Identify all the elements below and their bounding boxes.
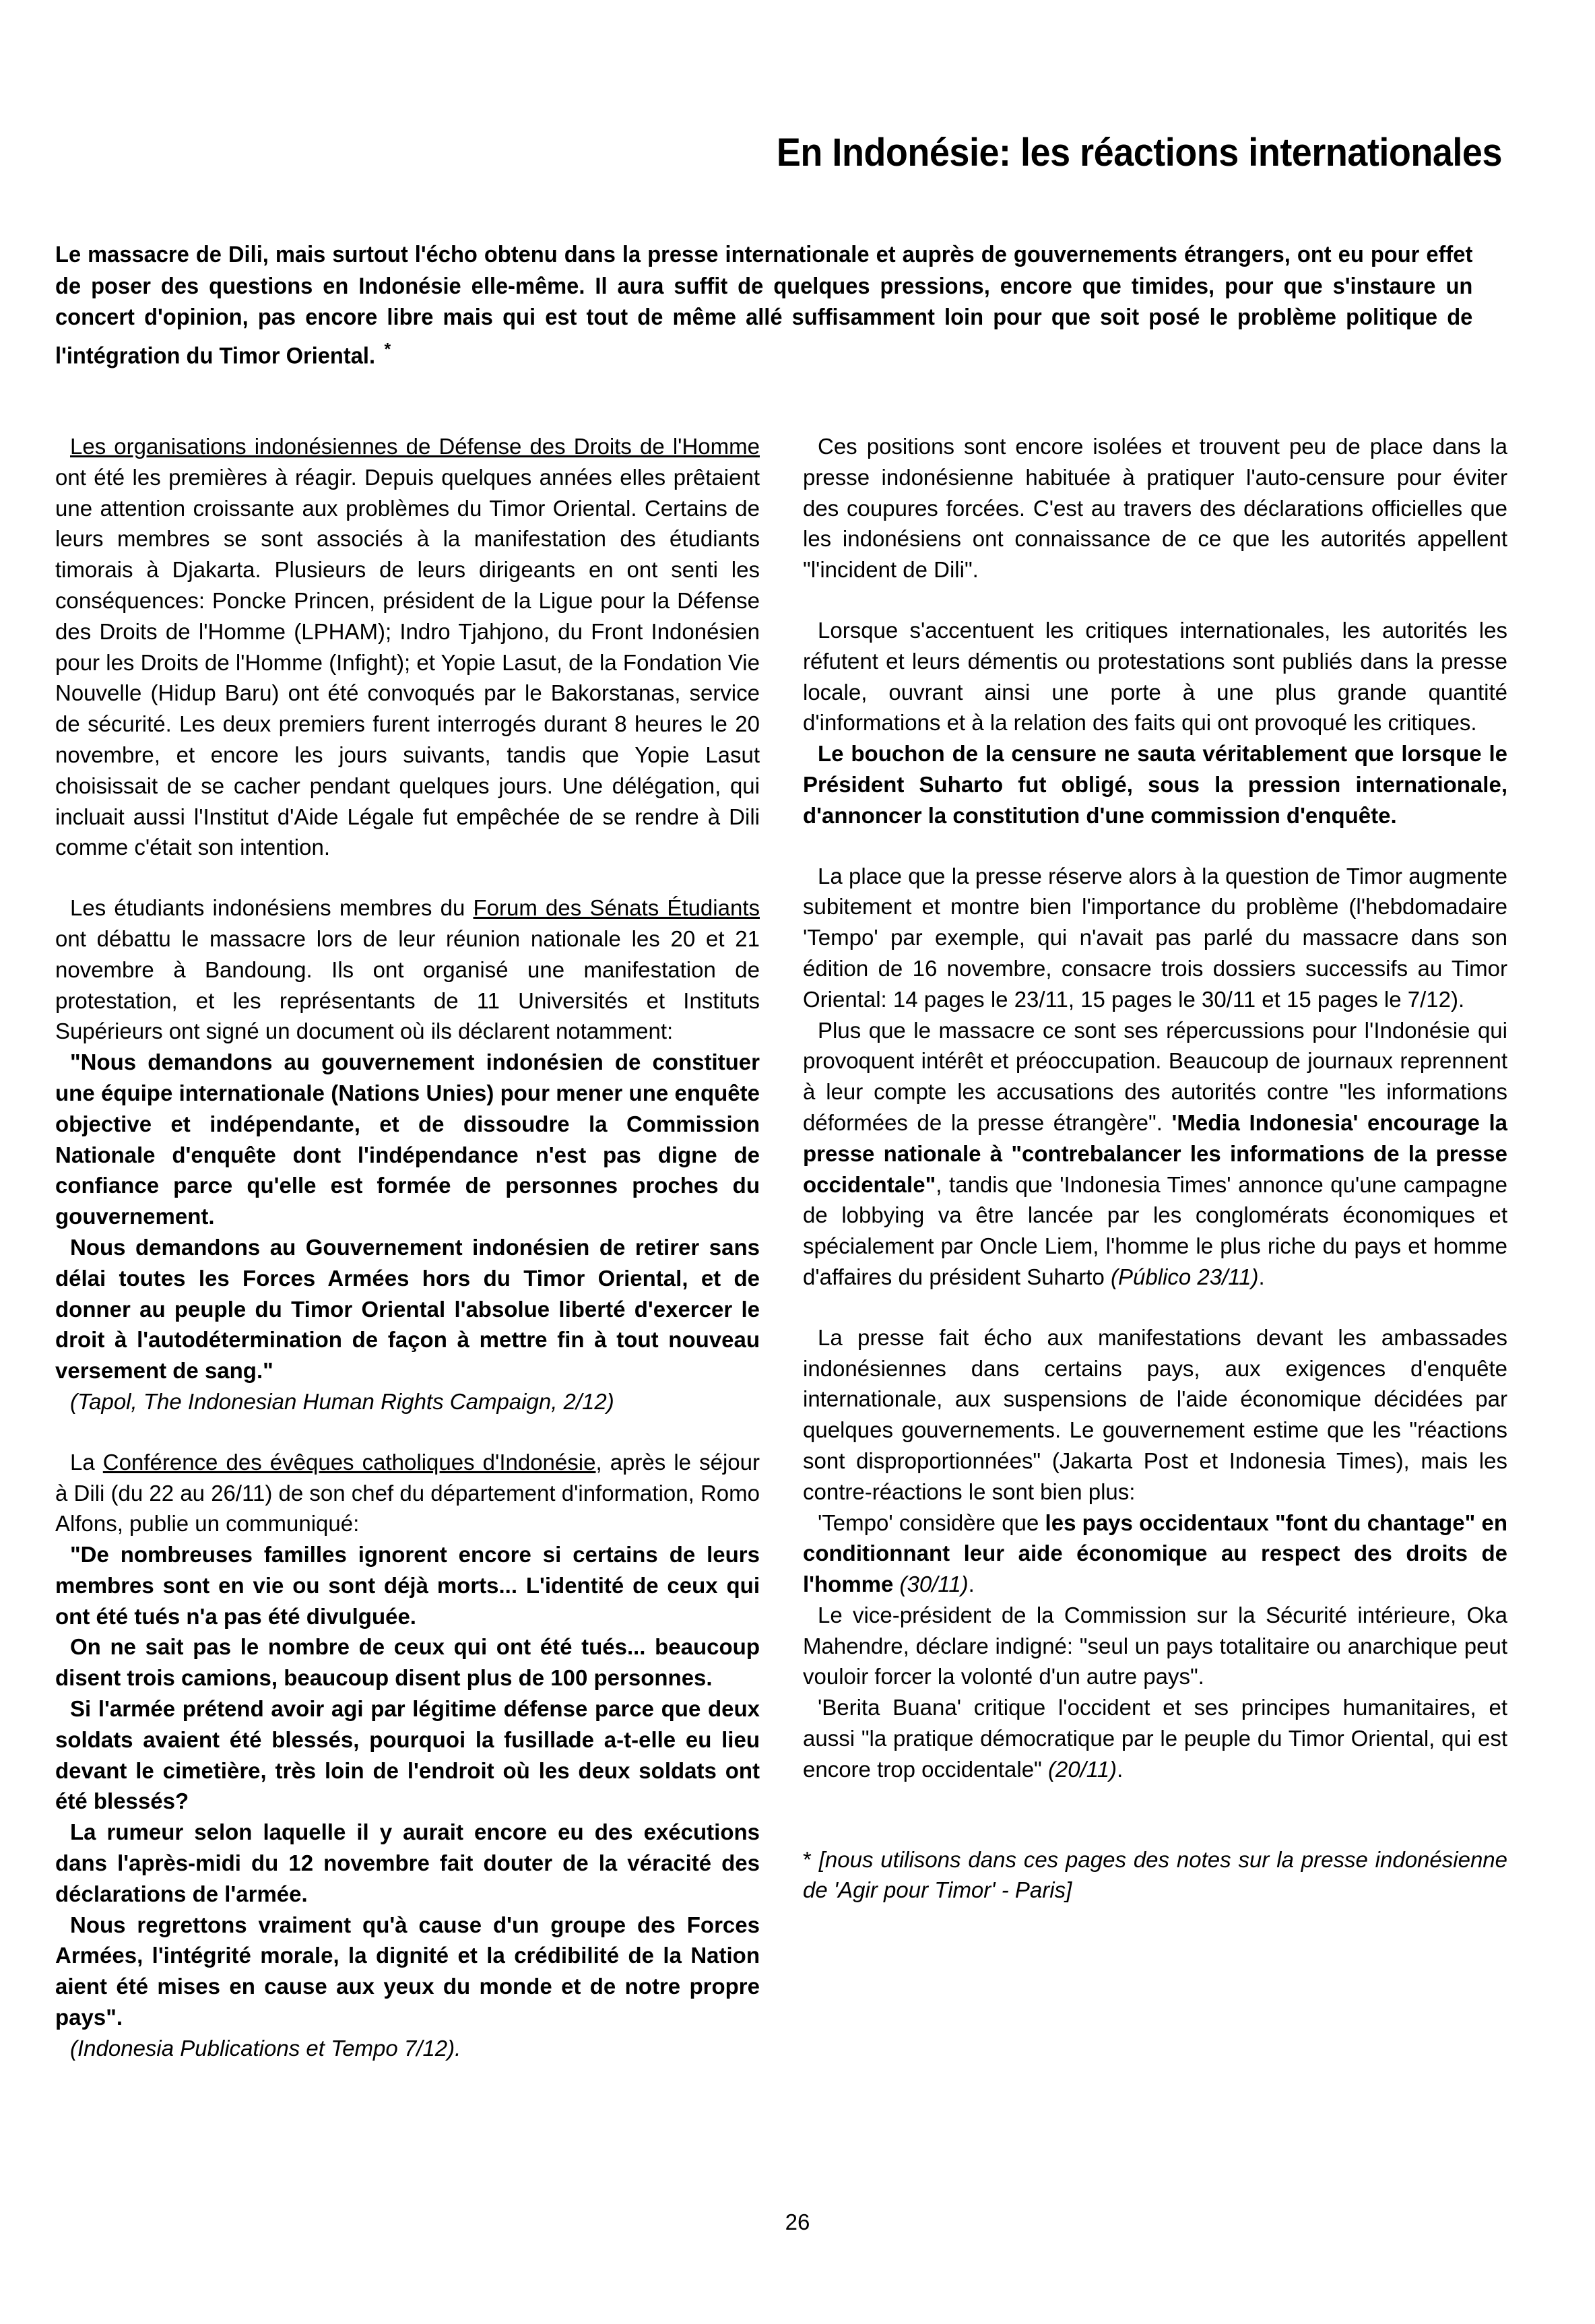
right-p6-source-date: (30/11) <box>899 1572 969 1597</box>
right-paragraph-8 <box>803 1692 1507 1784</box>
left-p1-underlined-lead: Les organisations indonésiennes de Défense des Droits de l'Homme <box>70 434 760 459</box>
right-paragraph-5: La presse fait écho aux manifestations devant les ambassades indonésiennes dans certains pays, aux exigences d'enquête internationale, aux suspensions de l'aide économique décidées par quelques gouvernements. Le gouvernement estime que les "réactions sont disproportionnées" (Jakarta Post et Indonesia Times), mais les contre-réactions le sont bien plus: <box>803 1324 1507 1504</box>
left-quote-2c: Si l'armée prétend avoir agi par légitime défense parce que deux soldats avaient été blessés, pourquoi la fusillade a-t-elle eu lieu devant le cimetière, très loin de l'endroit où les deux soldats ont été blessés? <box>55 1696 760 1814</box>
left-p3-lead: La <box>70 1449 103 1475</box>
left-source-2: (Indonesia Publications et Tempo 7/12). <box>70 2035 461 2061</box>
right-p6-tempo-bold: les pays occidentaux "font du chantage" en conditionnant leur aide économique au respect des droits de l'homme <box>803 1510 1507 1597</box>
right-paragraph-2: Lorsque s'accentuent les critiques internationales, les autorités les réfutent et leurs démentis ou protestations sont publiés dans la presse locale, ouvrant ainsi une porte à une plus grande quantité d'informations et à la relation des faits qui ont provoqué les critiques. <box>803 617 1507 736</box>
left-quote-1a: "Nous demandons au gouvernement indonésien de constituer une équipe internationale (Nations Unies) pour mener une enquête objective et indépendante, et de dissoudre la Commission Nationale d'enquête dont l'indépendance n'est pas digne de confiance parce qu'elle est formée de personnes proches du gouvernement. <box>55 1050 760 1229</box>
left-quote-2b: On ne sait pas le nombre de ceux qui ont été tués... beaucoup disent trois camions, beaucoup disent plus de 100 personnes. <box>55 1634 760 1691</box>
intro-text: Le massacre de Dili, mais surtout l'écho obtenu dans la presse internationale et auprès de gouvernements étrangers, ont eu pour effet de poser des questions en Indonésie elle-même. Il aura suffit de quelques pressions, encore que timides, pour que s'instaure un concert d'opinion, pas encore libre mais qui est tout de même allé suffisamment loin pour que soit posé le problème politique de l'intégration du Timor Oriental. <box>55 242 1473 368</box>
left-source-1: (Tapol, The Indonesian Human Rights Campaign, 2/12) <box>70 1388 614 1414</box>
left-paragraph-3 <box>55 1447 760 1539</box>
intro-paragraph <box>55 239 1472 371</box>
page-title: En Indonésie: les réactions internationales <box>776 131 1502 174</box>
right-paragraph-1: Ces positions sont encore isolées et trouvent peu de place dans la presse indonésienne habituée à pratiquer l'auto-censure pour éviter des coupures forcées. C'est au travers des déclarations officielles que les indonésiens ont connaissance de ce que les autorités appellent "l'incident de Dili". <box>803 434 1507 583</box>
right-p4-source-publico: (Público 23/11) <box>1111 1264 1259 1289</box>
left-paragraph-2 <box>55 893 760 1047</box>
right-column <box>803 431 1507 1906</box>
left-quote-2a: "De nombreuses familles ignorent encore si certains de leurs membres sont en vie ou sont déjà morts... L'identité de ceux qui ont été tués n'a pas été divulguée. <box>55 1542 760 1629</box>
footnote-text: [nous utilisons dans ces pages des notes sur la presse indonésienne de 'Agir pour Timor' - Paris] <box>803 1846 1508 1903</box>
right-paragraph-4 <box>803 1015 1507 1293</box>
right-p8-part-c: . <box>1117 1756 1124 1782</box>
left-p2-lead: Les étudiants indonésiens membres du <box>70 895 474 921</box>
right-p4-part-c: , tandis que 'Indonesia Times' annonce qu'une campagne de lobbying va être lancée par les conglomérats économiques et spécialement par Oncle Liem, l'homme le plus riche du pays et homme d'affaires du président Suharto <box>803 1171 1507 1289</box>
right-p4-part-a: Plus que le massacre ce sont ses répercussions pour l'Indonésie qui provoquent intérêt et préoccupation. Beaucoup de journaux reprennent à leur compte les accusations des autorités contre "les informations déformées de la presse étrangère". <box>803 1017 1507 1135</box>
right-p6-part-d: . <box>968 1572 975 1597</box>
left-p2-body: ont débattu le massacre lors de leur réunion nationale les 20 et 21 novembre à Bandoung. Ils ont organisé une manifestation de protestation, et les représentants de 11 Universités et Instituts Supérieurs ont signé un document où ils déclarent notamment: <box>55 926 760 1044</box>
right-paragraph-7: Le vice-président de la Commission sur la Sécurité intérieure, Oka Mahendre, déclare indigné: "seul un pays totalitaire ou anarchique peut vouloir forcer la volonté d'un autre pays". <box>803 1602 1507 1689</box>
right-p8-part-a: 'Berita Buana' critique l'occident et ses principes humanitaires, et aussi "la pratique démocratique par le peuple du Timor Oriental, qui est encore trop occidentale" <box>803 1695 1507 1782</box>
left-p1-body: ont été les premières à réagir. Depuis quelques années elles prêtaient une attention croissante aux problèmes du Timor Oriental. Certains de leurs membres se sont associés à la manifestation des étudiants timorais à Djakarta. Plusieurs de leurs dirigeants en ont senti les conséquences: Poncke Princen, président de la Ligue pour la Défense des Droits de l'Homme (LPHAM); Indro Tjahjono, du Front Indonésien pour les Droits de l'Homme (Infight); et Yopie Lasut, de la Fondation Vie Nouvelle (Hidup Baru) ont été convoqués par le Bakorstanas, service de sécurité. Les deux premiers furent interrogés durant 8 heures le 20 novembre, et encore les jours suivants, tandis que Yopie Lasut choisissait de se cacher pendant quelques jours. Une délégation, qui incluait aussi l'Institut d'Aide Légale fut empêchée de se rendre à Dili comme c'était son intention. <box>55 464 760 860</box>
left-p3-underlined-term: Conférence des évêques catholiques d'Indonésie <box>102 1449 596 1475</box>
right-paragraph-3: La place que la presse réserve alors à la question de Timor augmente subitement et montre bien l'importance du problème (l'hebdomadaire 'Tempo' par exemple, qui n'avait pas parlé du massacre dans son édition de 16 novembre, consacre trois dossiers successifs au Timor Oriental: 14 pages le 23/11, 15 pages le 30/11 et 15 pages le 7/12). <box>803 863 1507 1012</box>
page-number: 26 <box>785 2209 810 2234</box>
right-p8-source-date: (20/11) <box>1047 1756 1117 1782</box>
footnote-marker: * <box>803 1846 812 1872</box>
left-quote-2e: Nous regrettons vraiment qu'à cause d'un groupe des Forces Armées, l'intégrité morale, la dignité et la crédibilité de la Nation aient été mises en cause aux yeux du monde et de notre propre pays". <box>55 1912 760 2030</box>
left-p2-underlined-term: Forum des Sénats Étudiants <box>473 895 760 921</box>
left-p3-body: , après le séjour à Dili (du 22 au 26/11) de son chef du département d'information, Romo Alfons, publie un communiqué: <box>55 1449 760 1537</box>
right-paragraph-6 <box>803 1508 1507 1600</box>
intro-footnote-marker: * <box>384 338 391 359</box>
left-quote-2d: La rumeur selon laquelle il y aurait encore eu des exécutions dans l'après-midi du 12 novembre fait douter de la véracité des déclarations de l'armée. <box>55 1819 760 1906</box>
left-paragraph-1 <box>55 431 760 863</box>
right-p6-part-a: 'Tempo' considère que <box>818 1510 1045 1535</box>
right-footnote <box>803 1844 1507 1906</box>
left-quote-1b: Nous demandons au Gouvernement indonésien de retirer sans délai toutes les Forces Armées hors du Timor Oriental, et de donner au peuple du Timor Oriental l'absolue liberté d'exercer le droit à l'autodétermination de façon à mettre fin à tout nouveau versement de sang." <box>55 1234 760 1384</box>
right-p4-media-indonesia-bold: 'Media Indonesia' encourage la presse nationale à "contrebalancer les informations de la presse occidentale" <box>803 1109 1507 1197</box>
left-column <box>55 431 760 2064</box>
right-paragraph-2-bold: Le bouchon de la censure ne sauta véritablement que lorsque le Président Suharto fut obligé, sous la pression internationale, d'annoncer la constitution d'une commission d'enquête. <box>803 741 1507 828</box>
right-p4-part-e: . <box>1258 1264 1265 1289</box>
